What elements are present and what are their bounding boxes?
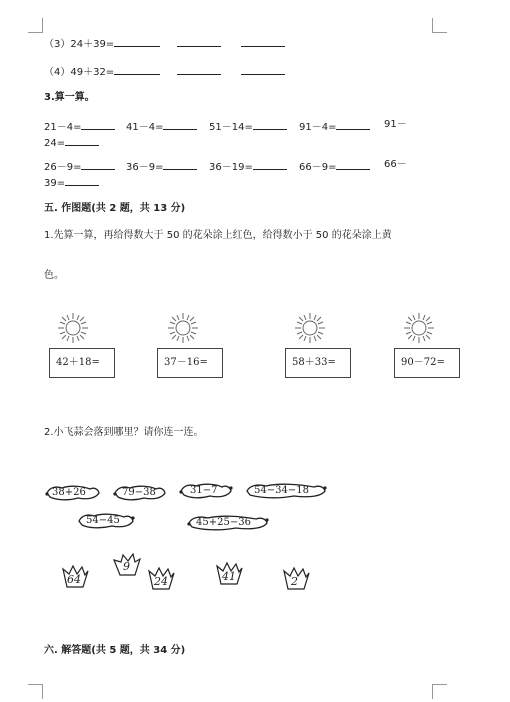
question-line-3 [44,36,285,51]
corner-mark-top-left [28,18,43,33]
flower-number: 2 [291,575,298,588]
equation-box: 90－72= [394,348,460,378]
calc-item: 51－14= [209,122,253,133]
equation-box: 58＋33= [285,348,351,378]
answer-blank[interactable] [336,119,370,130]
calc-item: 66－ [384,159,407,170]
answer-blank[interactable] [114,36,160,47]
flower-number: 64 [67,573,81,586]
question-1-text: 1.先算一算，再给得数大于 50 的花朵涂上红色，给得数小于 50 的花朵涂上黄 [44,230,392,241]
calc-item: 21－4= [44,122,82,133]
answer-blank[interactable] [65,175,99,186]
answer-blank[interactable] [241,36,285,47]
flower-target[interactable] [113,553,141,579]
question-1-text-cont: 色。 [44,270,64,281]
answer-blank[interactable] [81,159,115,170]
equation-box: 37－16= [157,348,223,378]
answer-blank[interactable] [241,64,285,75]
calc-item: 39= [44,178,66,189]
flower-number: 41 [222,570,236,583]
leaf-card[interactable] [244,482,328,500]
equation-box: 42＋18= [49,348,115,378]
question-line-4 [44,64,285,79]
leaf-card[interactable] [186,514,270,532]
calc-row-1-wrap [44,135,99,150]
question-4-text: （4）49＋32= [44,67,115,78]
calc-item: 36－9= [126,162,164,173]
flower-number: 9 [123,560,130,573]
leaf-card[interactable] [178,482,234,500]
calc-item: 66－9= [299,162,337,173]
answer-blank[interactable] [336,159,370,170]
sun-flower-icon[interactable] [56,311,90,345]
flower-number: 24 [154,575,168,588]
leaf-label: 54−45 [86,515,120,526]
answer-blank[interactable] [253,119,287,130]
leaf-label: 79−38 [122,487,156,498]
leaf-label: 45+25−36 [196,517,251,528]
sun-flower-icon[interactable] [293,311,327,345]
section-3-title: 3.算一算。 [44,92,95,103]
section-5-title: 五. 作图题(共 2 题，共 13 分) [44,203,186,214]
calc-item: 91－ [384,119,407,130]
flower-target[interactable] [282,565,310,591]
question-3-text: （3）24＋39= [44,39,115,50]
leaf-label: 54−34−18 [254,485,309,496]
calc-item: 91－4= [299,122,337,133]
calc-item: 26－9= [44,162,82,173]
calc-item: 24= [44,138,66,149]
corner-mark-top-right [432,18,447,33]
flower-target[interactable] [215,560,243,586]
corner-mark-bottom-left [28,684,43,699]
flower-target[interactable] [61,563,89,589]
leaf-card[interactable] [76,512,136,530]
flower-target[interactable] [147,565,175,591]
answer-blank[interactable] [177,36,221,47]
answer-blank[interactable] [65,135,99,146]
corner-mark-bottom-right [432,684,447,699]
leaf-label: 38+26 [52,487,86,498]
answer-blank[interactable] [177,64,221,75]
answer-blank[interactable] [114,64,160,75]
calc-row-2-wrap [44,175,99,190]
leaf-card[interactable] [112,484,168,502]
calc-item: 36－19= [209,162,253,173]
question-2-text: 2.小飞蒜会落到哪里？请你连一连。 [44,427,204,438]
answer-blank[interactable] [163,119,197,130]
answer-blank[interactable] [163,159,197,170]
calc-item: 41－4= [126,122,164,133]
leaf-card[interactable] [44,484,102,502]
sun-flower-icon[interactable] [402,311,436,345]
answer-blank[interactable] [253,159,287,170]
leaf-label: 31−7 [190,485,218,496]
section-6-title: 六. 解答题(共 5 题，共 34 分) [44,645,186,656]
answer-blank[interactable] [81,119,115,130]
sun-flower-icon[interactable] [166,311,200,345]
